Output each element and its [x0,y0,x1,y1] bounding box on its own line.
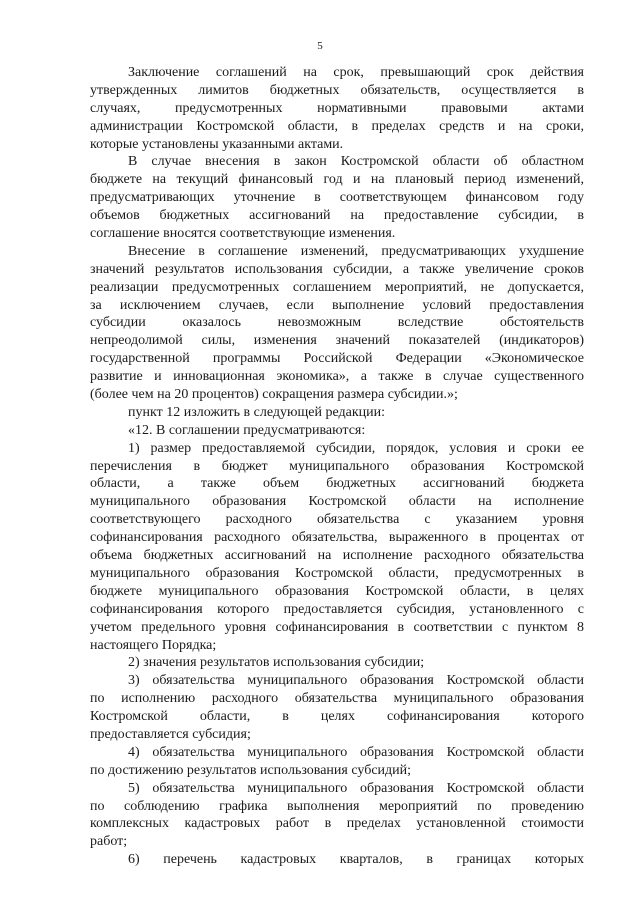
text-line: Костромской области, в целях софинансирования которого [90,709,584,725]
text-line: субсидии оказалось невозможным вследствие обстоятельств [90,315,584,331]
text-line: Внесение в соглашение изменений, предусматривающих ухудшение [128,243,584,259]
text-line: 6) перечень кадастровых кварталов, в границах которых [128,852,584,868]
text-line: учетом предельного уровня софинансирования в соответствии с пунктом 8 [90,619,584,635]
text-line: по достижению результатов использования субсидий; [90,762,412,778]
text-line: бюджете муниципального образования Костромской области, в целях [90,583,584,599]
text-line: «12. В соглашении предусматриваются: [128,422,366,438]
text-line: за исключением случаев, если выполнение условий предоставления [90,297,584,313]
text-line: 2) значения результатов использования субсидии; [128,655,425,671]
text-line: В случае внесения в закон Костромской области об областном [128,154,584,170]
text-line: соответствующего расходного обязательства с указанием уровня [90,512,584,528]
text-line: муниципального образования Костромской области на исполнение [90,494,584,510]
text-line: развитие и инновационная экономика», а также в случае существенного [90,369,584,385]
text-line: софинансирования которого предоставляется субсидия, установленного с [90,601,584,617]
text-line: утвержденных лимитов бюджетных обязательств, осуществляется в [90,82,584,98]
text-line: 1) размер предоставляемой субсидии, порядок, условия и сроки ее [128,440,584,456]
text-line: администрации Костромской области, в пределах средств и на сроки, [90,118,584,134]
text-line: области, а также объем бюджетных ассигнований бюджета [90,476,584,492]
text-line: 3) обязательства муниципального образования Костромской области [128,673,584,689]
page-number: 5 [317,40,323,52]
text-line: объемов бюджетных ассигнований на предоставление субсидии, в [90,208,584,224]
text-line: по соблюдению графика выполнения мероприятий по проведению [90,798,584,814]
text-line: реализации предусмотренных соглашением мероприятий, не допускается, [90,279,584,295]
text-line: софинансирования расходного обязательства, выраженного в процентах от [90,530,584,546]
document-body [90,64,584,869]
text-line: которые установлены указанными актами. [90,136,344,152]
text-line: предоставляется субсидия; [90,726,251,742]
text-line: перечисления в бюджет муниципального образования Костромской [90,458,584,474]
text-line: 5) обязательства муниципального образования Костромской области [128,780,584,796]
text-line: 4) обязательства муниципального образования Костромской области [128,744,584,760]
text-line: бюджете на текущий финансовый год и на плановый период изменений, [90,172,584,188]
text-line: (более чем на 20 процентов) сокращения размера субсидии.»; [90,387,458,403]
text-line: комплексных кадастровых работ в пределах установленной стоимости [90,816,584,832]
text-line: муниципального образования Костромской области, предусмотренных в [90,565,584,581]
text-line: по исполнению расходного обязательства муниципального образования [90,691,584,707]
text-line: государственной программы Российской Федерации «Экономическое [90,351,584,367]
text-line: пункт 12 изложить в следующей редакции: [128,404,385,420]
text-line: случаях, предусмотренных нормативными правовыми актами [90,100,584,116]
text-line: непреодолимой силы, изменения значений показателей (индикаторов) [90,333,584,349]
text-line: предусматривающих уточнение в соответствующем финансовом году [90,190,584,206]
text-line: объема бюджетных ассигнований на исполнение расходного обязательства [90,548,584,564]
text-line: работ; [90,834,128,850]
text-line: значений результатов использования субсидии, а также увеличение сроков [90,261,584,277]
text-line: соглашение вносятся соответствующие изменения. [90,226,396,242]
text-line: Заключение соглашений на срок, превышающий срок действия [128,65,584,80]
text-line: настоящего Порядка; [90,637,217,653]
